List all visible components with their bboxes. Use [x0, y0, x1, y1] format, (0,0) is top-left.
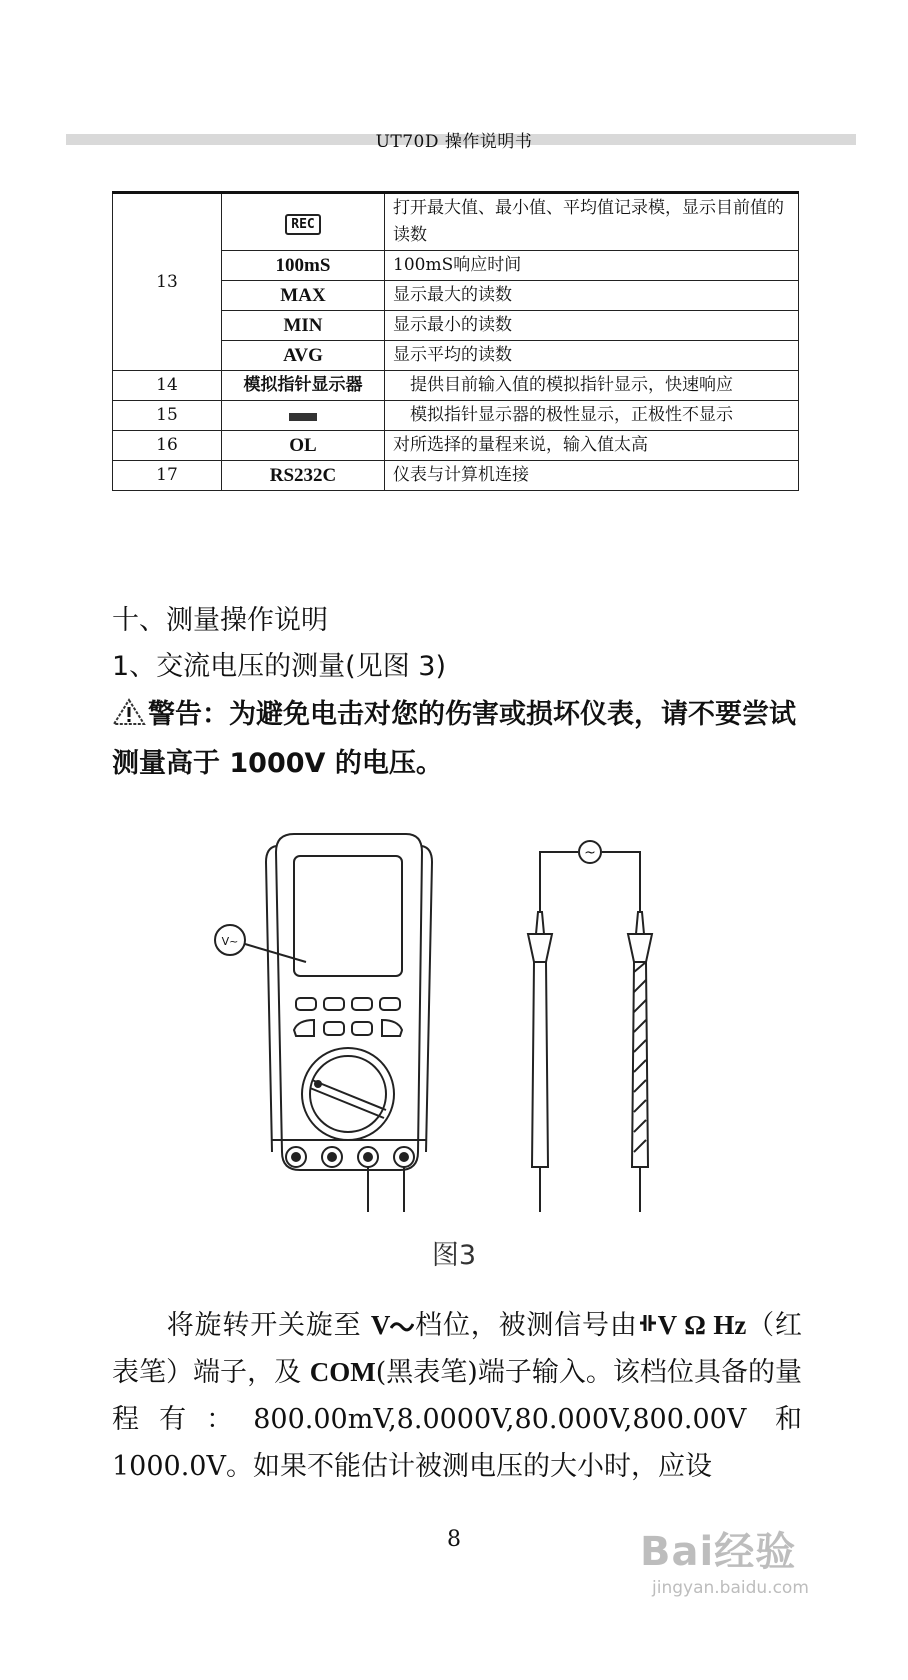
watermark-url: jingyan.baidu.com [652, 1578, 809, 1598]
warning-text: 警告：为避免电击对您的伤害或损坏仪表，请不要尝试测量高于 1000V 的电压。 [112, 699, 796, 779]
feature-table [112, 191, 799, 491]
input-terminals [286, 1147, 414, 1167]
minus-sign-icon [289, 413, 317, 421]
row-description: 提供目前输入值的模拟指针显示，快速响应 [385, 371, 799, 401]
baidu-watermark [640, 1520, 809, 1598]
function-buttons [294, 998, 402, 1036]
row-symbol: OL [222, 431, 385, 461]
row-description: 打开最大值、最小值、平均值记录模，显示目前值的读数 [385, 193, 799, 251]
rec-icon: REC [285, 214, 320, 235]
page-number: 8 [447, 1527, 461, 1552]
table-row [113, 431, 799, 461]
input-terminal-label: V Ω Hz [657, 1310, 747, 1340]
table-row [113, 461, 799, 491]
com-terminal-label: COM [309, 1357, 376, 1387]
capacitor-icon [638, 1310, 658, 1341]
black-test-probe [628, 884, 652, 1190]
rec-symbol-cell [222, 193, 385, 251]
row-number: 17 [113, 461, 222, 491]
row-number: 13 [113, 193, 222, 371]
multimeter-body [266, 834, 432, 1170]
row-number: 16 [113, 431, 222, 461]
paragraph-text: 将旋转开关旋至 [166, 1310, 371, 1341]
row-description: 模拟指针显示器的极性显示，正极性不显示 [385, 401, 799, 431]
row-description: 显示最大的读数 [385, 281, 799, 311]
row-symbol: RS232C [222, 461, 385, 491]
row-number: 14 [113, 371, 222, 401]
polarity-symbol-cell [222, 401, 385, 431]
paragraph-text: (黑表笔)端子输入。该档位具备的量程有：800.00mV,8.0000V,80.000V,800.00V 和 1000.0V。如果不能估计被测电压的大小时，应设 [112, 1357, 802, 1482]
table-row [113, 193, 799, 251]
test-lead-wires [368, 1167, 640, 1212]
row-description: 100mS响应时间 [385, 251, 799, 281]
row-description: 显示最小的读数 [385, 311, 799, 341]
lcd-screen [294, 856, 402, 976]
table-row [113, 401, 799, 431]
body-paragraph [112, 1302, 802, 1490]
measurement-diagram [210, 822, 680, 1216]
row-symbol: MAX [222, 281, 385, 311]
warning-triangle-icon [112, 695, 146, 741]
section-heading: 十、测量操作说明 [112, 605, 328, 636]
table-row [113, 371, 799, 401]
row-description: 显示平均的读数 [385, 341, 799, 371]
paragraph-text: 档位，被测信号由 [414, 1310, 638, 1341]
ac-source-symbol: ~ [584, 845, 596, 861]
v-ac-symbol: V [370, 1310, 391, 1340]
watermark-brand: Bai经验 [640, 1529, 797, 1575]
row-description: 仪表与计算机连接 [385, 461, 799, 491]
callout-label: V~ [221, 935, 239, 948]
warning-block [112, 692, 802, 787]
paragraph-text: （红表笔）端子，及 [112, 1310, 802, 1388]
red-test-probe [528, 884, 552, 1190]
rotary-dial [302, 1048, 394, 1140]
ac-wave-icon [390, 1310, 414, 1341]
figure-caption: 图3 [431, 1240, 477, 1271]
section-subheading: 1、交流电压的测量(见图 3) [112, 651, 447, 682]
multimeter-wiring-figure [210, 822, 680, 1212]
row-symbol: MIN [222, 311, 385, 341]
row-symbol: AVG [222, 341, 385, 371]
row-symbol: 模拟指针显示器 [222, 371, 385, 401]
row-description: 对所选择的量程来说，输入值太高 [385, 431, 799, 461]
page-header-title: UT70D 操作说明书 [375, 132, 533, 152]
row-number: 15 [113, 401, 222, 431]
row-symbol: 100mS [222, 251, 385, 281]
